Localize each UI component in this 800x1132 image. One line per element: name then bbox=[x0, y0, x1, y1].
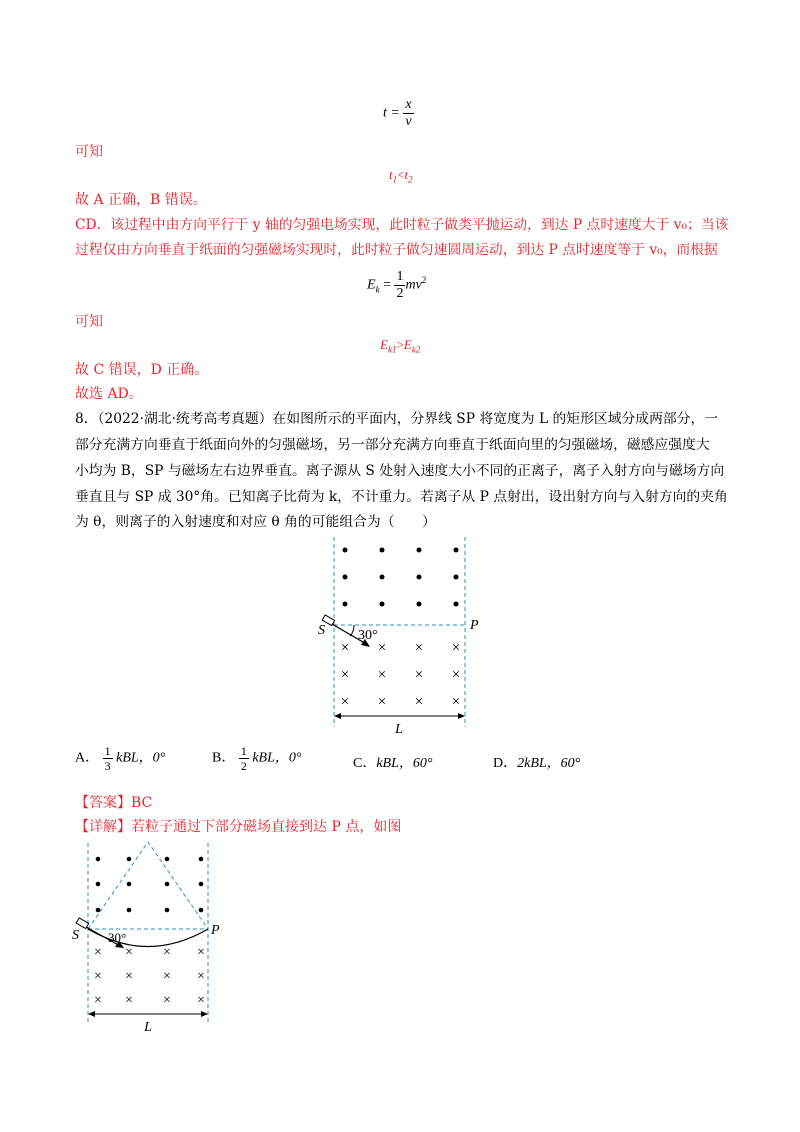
cd-line-2: 过程仅由方向垂直于纸面的匀强磁场实现时，此时粒子做匀速圆周运动，到达 P 点时速度等于 v₀，而根据 bbox=[75, 242, 718, 258]
line-c-d: 故 C 错误，D 正确。 bbox=[75, 362, 209, 378]
line-choose: 故选 AD。 bbox=[75, 386, 143, 402]
dots-out-of-page bbox=[96, 857, 204, 913]
svg-text:×: × bbox=[340, 667, 350, 683]
svg-text:×: × bbox=[125, 945, 133, 960]
option-c[interactable]: C．kBL，60° bbox=[353, 756, 433, 771]
detail: 【详解】若粒子通过下部分磁场直接到达 P 点，如图 bbox=[75, 819, 402, 835]
width-label: L bbox=[144, 1020, 152, 1033]
svg-text:×: × bbox=[377, 694, 387, 710]
cd-line-1: CD．该过程中由方向平行于 y 轴的匀强电场实现，此时粒子做类平抛运动，到达 P 点时速度大于 v₀；当该 bbox=[75, 217, 729, 233]
svg-text:×: × bbox=[340, 640, 350, 656]
q8-line-2: 部分充满方向垂直于纸面向外的匀强磁场，另一部分充满方向垂直于纸面向里的匀强磁场，磁感应强度大 bbox=[75, 437, 710, 453]
svg-text:×: × bbox=[94, 993, 102, 1008]
svg-text:×: × bbox=[197, 945, 205, 960]
svg-text:×: × bbox=[414, 667, 424, 683]
svg-text:×: × bbox=[377, 640, 387, 656]
svg-text:×: × bbox=[125, 993, 133, 1008]
angle-label: 30° bbox=[108, 930, 127, 945]
angle-label: 30° bbox=[358, 628, 378, 643]
label-s: S bbox=[72, 928, 79, 943]
line-a-b: 故 A 正确，B 错误。 bbox=[75, 192, 207, 208]
svg-text:×: × bbox=[451, 640, 461, 656]
q8-line-3: 小均为 B，SP 与磁场左右边界垂直。离子源从 S 处射入速度大小不同的正离子，离子入射方向与磁场方向 bbox=[75, 463, 725, 479]
ek-compare: $E_{k1}>E_{k2}$ bbox=[380, 337, 421, 355]
formula-ek: $E_k$ = $\frac{1}{2}$ $mv^2$ bbox=[367, 269, 427, 301]
svg-text:×: × bbox=[163, 945, 171, 960]
answer: 【答案】BC bbox=[75, 795, 153, 811]
svg-text:×: × bbox=[163, 993, 171, 1008]
svg-text:×: × bbox=[94, 945, 102, 960]
svg-text:×: × bbox=[451, 694, 461, 710]
q8-line-4: 垂直且与 SP 成 30°角。已知离子比荷为 k，不计重力。若离子从 P 点射出，设出射方向与入射方向的夹角 bbox=[75, 489, 728, 505]
label-p: P bbox=[211, 923, 220, 938]
svg-text:×: × bbox=[377, 667, 387, 683]
figure-2 bbox=[70, 838, 230, 1033]
label-p: P bbox=[470, 618, 479, 633]
svg-text:×: × bbox=[451, 667, 461, 683]
option-d[interactable]: D．2kBL，60° bbox=[493, 756, 581, 771]
svg-text:×: × bbox=[125, 969, 133, 984]
svg-text:×: × bbox=[414, 694, 424, 710]
formula-t: t = $\frac{x}{v}$ bbox=[383, 97, 412, 129]
svg-text:×: × bbox=[197, 969, 205, 984]
kezhi-2: 可知 bbox=[75, 314, 103, 330]
label-s: S bbox=[318, 623, 325, 638]
svg-text:×: × bbox=[94, 969, 102, 984]
svg-text:×: × bbox=[163, 969, 171, 984]
crosses-into-page bbox=[94, 945, 205, 1008]
dots-out-of-page bbox=[343, 548, 459, 607]
q8-line-5: 为 θ，则离子的入射速度和对应 θ 角的可能组合为（ ） bbox=[75, 514, 436, 530]
figure-1 bbox=[310, 535, 490, 740]
kezhi-1: 可知 bbox=[75, 144, 103, 160]
t-compare: $t_1<t_2$ bbox=[389, 167, 413, 185]
svg-text:×: × bbox=[197, 993, 205, 1008]
crosses-into-page bbox=[341, 640, 460, 710]
width-label: L bbox=[395, 722, 403, 737]
q8-line-1: 8．（2022·湖北·统考高考真题）在如图所示的平面内，分界线 SP 将宽度为 L 的矩形区域分成两部分，一 bbox=[75, 411, 719, 427]
option-b[interactable]: B． $\frac{1}{2}$ kBL，0° bbox=[212, 744, 302, 773]
svg-text:×: × bbox=[340, 694, 350, 710]
option-a[interactable]: A． $\frac{1}{3}$ kBL，0° bbox=[75, 744, 166, 773]
svg-text:×: × bbox=[414, 640, 424, 656]
